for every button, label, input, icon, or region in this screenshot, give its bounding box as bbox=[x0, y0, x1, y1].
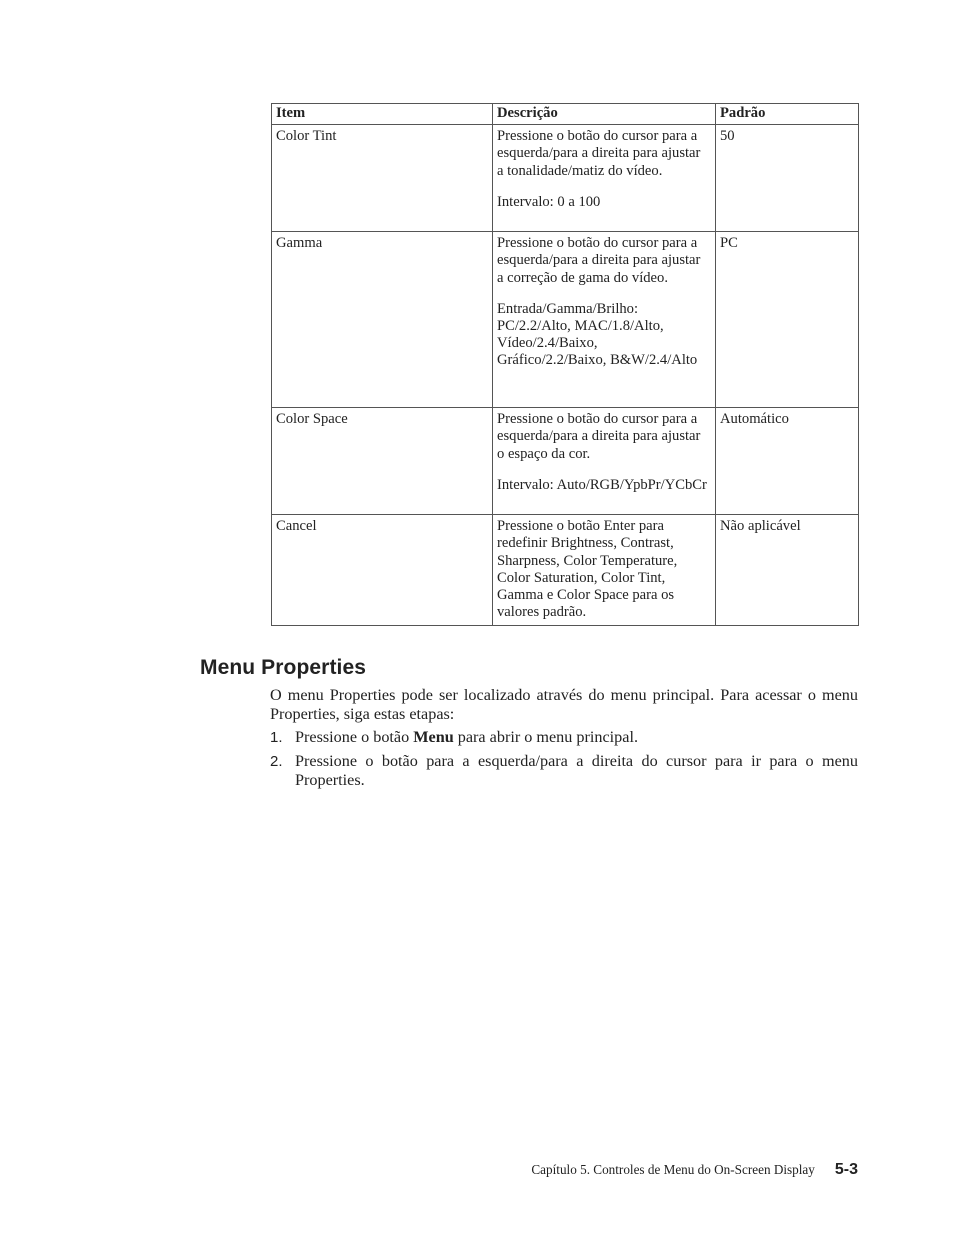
step-text-before: Pressione o botão para a esquerda/para a direita do cursor para ir para o menu Properties. bbox=[295, 752, 858, 789]
table-row bbox=[272, 408, 859, 515]
description-text: Pressione o botão Enter para redefinir Brightness, Contrast, Sharpness, Color Temperature, Color Saturation, Color Tint, Gamma e Color Space para os valores padrão. bbox=[497, 518, 678, 621]
description-text: Pressione o botão do cursor para a esquerda/para a direita para ajustar o espaço da cor. bbox=[497, 411, 701, 462]
page-number: 5-3 bbox=[834, 1161, 858, 1178]
table-row bbox=[272, 232, 859, 408]
row-default: 50 bbox=[716, 125, 859, 232]
row-default: Não aplicável bbox=[716, 515, 859, 626]
description-range: Entrada/Gamma/Brilho: PC/2.2/Alto, MAC/1.8/Alto, Vídeo/2.4/Baixo, Gráfico/2.2/Baixo, B&W/2.4/Alto bbox=[497, 300, 698, 369]
row-default: PC bbox=[716, 232, 859, 408]
section-heading: Menu Properties bbox=[200, 656, 367, 679]
table-header-row bbox=[272, 104, 859, 125]
row-item: Cancel bbox=[272, 515, 493, 626]
intro-paragraph: O menu Properties pode ser localizado através do menu principal. Para acessar o menu Properties, siga estas etapas: bbox=[270, 686, 858, 723]
description-text: Pressione o botão do cursor para a esquerda/para a direita para ajustar a tonalidade/matiz do vídeo. bbox=[497, 128, 701, 179]
row-description bbox=[493, 125, 716, 232]
list-item bbox=[270, 752, 858, 790]
description-range: Intervalo: 0 a 100 bbox=[497, 193, 601, 210]
header-description: Descrição bbox=[493, 104, 716, 125]
row-item: Color Space bbox=[272, 408, 493, 515]
row-item: Color Tint bbox=[272, 125, 493, 232]
table-row bbox=[272, 515, 859, 626]
row-description bbox=[493, 232, 716, 408]
page-footer bbox=[531, 1161, 858, 1179]
list-item bbox=[270, 728, 858, 747]
description-text: Pressione o botão do cursor para a esquerda/para a direita para ajustar a correção de gama do vídeo. bbox=[497, 235, 701, 286]
settings-table bbox=[271, 103, 859, 626]
row-description bbox=[493, 515, 716, 626]
header-item: Item bbox=[272, 104, 493, 125]
steps-list bbox=[270, 728, 858, 795]
description-range: Intervalo: Auto/RGB/YpbPr/YCbCr bbox=[497, 476, 707, 493]
step-text-after: para abrir o menu principal. bbox=[453, 728, 639, 746]
step-text-before: Pressione o botão bbox=[295, 728, 414, 746]
row-description bbox=[493, 408, 716, 515]
step-text-bold: Menu bbox=[413, 728, 454, 746]
table-row bbox=[272, 125, 859, 232]
footer-chapter: Capítulo 5. Controles de Menu do On-Screen Display bbox=[531, 1162, 815, 1177]
step-number: 1. bbox=[270, 729, 283, 746]
row-item: Gamma bbox=[272, 232, 493, 408]
step-number: 2. bbox=[270, 753, 283, 770]
header-default: Padrão bbox=[716, 104, 859, 125]
row-default: Automático bbox=[716, 408, 859, 515]
